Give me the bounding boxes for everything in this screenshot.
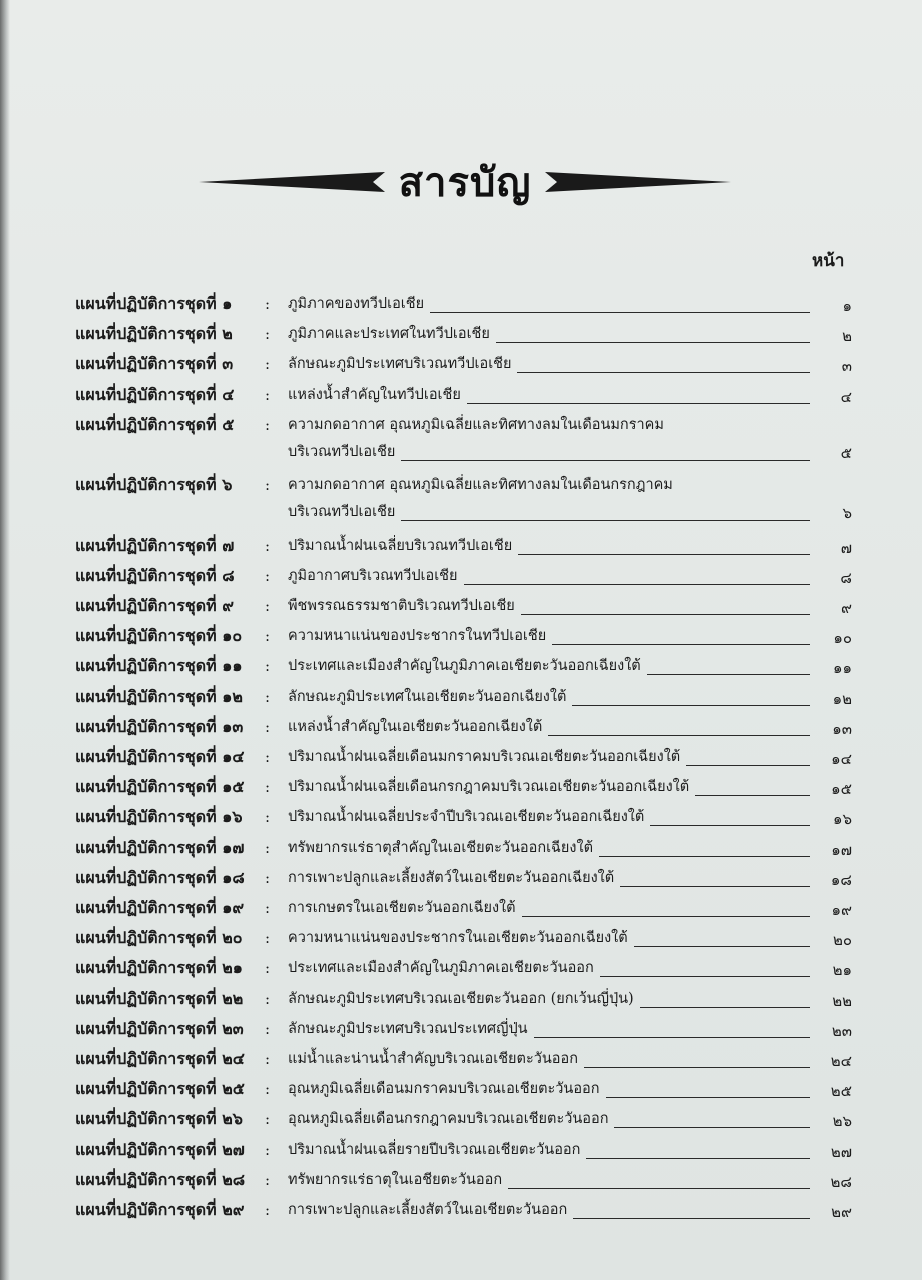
toc-entry (0, 290, 922, 320)
toc-leader-line (534, 1037, 810, 1038)
toc-entry (0, 562, 922, 592)
toc-separator: : (265, 415, 271, 434)
toc-separator: : (265, 355, 271, 374)
toc-entry (0, 834, 922, 864)
toc-topic: ความหนาแน่นของประชากรในทวีปเอเชีย (288, 628, 547, 645)
toc-topic: ลักษณะภูมิประเทศบริเวณเอเชียตะวันออก (ยกเว้นญี่ปุ่น) (288, 990, 634, 1007)
toc-entry (0, 1166, 922, 1196)
toc-page-number: ๘ (840, 568, 852, 587)
toc-set-label: แผนที่ปฏิบัติการชุดที่ ๔ (75, 384, 235, 404)
toc-page-number: ๒๙ (831, 1203, 852, 1221)
toc-topic: แม่น้ำและน่านน้ำสำคัญบริเวณเอเชียตะวันออก (288, 1051, 578, 1067)
toc-page-number: ๑๒ (832, 689, 852, 708)
toc-separator: : (265, 536, 271, 555)
toc-page-number: ๙ (841, 599, 852, 617)
toc-entry (0, 320, 922, 350)
toc-topic: ลักษณะภูมิประเทศในเอเชียตะวันออกเฉียงใต้ (288, 688, 567, 705)
toc-leader-line (634, 946, 810, 947)
toc-topic: ภูมิภาคของทวีปเอเชีย (288, 296, 425, 312)
toc-leader-line (614, 1127, 810, 1128)
toc-topic: แหล่งน้ำสำคัญในเอเชียตะวันออกเฉียงใต้ (288, 718, 543, 735)
toc-entry (0, 1105, 922, 1135)
toc-set-label: แผนที่ปฏิบัติการชุดที่ ๑๒ (75, 686, 243, 706)
toc-page-number: ๒๕ (830, 1082, 852, 1101)
toc-entry (0, 713, 922, 743)
toc-leader-line (464, 584, 811, 585)
toc-page-number: ๒๘ (830, 1172, 852, 1191)
toc-entry (0, 652, 922, 682)
toc-set-label: แผนที่ปฏิบัติการชุดที่ ๑ (75, 294, 233, 313)
toc-separator: : (265, 808, 271, 827)
toc-entry (0, 1045, 922, 1075)
toc-separator: : (265, 295, 271, 313)
toc-page-number: ๒๗ (830, 1142, 852, 1161)
toc-entry (0, 471, 922, 523)
toc-set-label: แผนที่ปฏิบัติการชุดที่ ๑๙ (75, 898, 245, 917)
toc-topic: ทรัพยากรแร่ธาตุในเอชียตะวันออก (288, 1171, 503, 1188)
toc-page-number: ๔ (840, 387, 852, 406)
toc-topic: อุณหภูมิเฉลี่ยเดือนกรกฎาคมบริเวณเอเชียตะวันออก (288, 1111, 609, 1128)
toc-topic: ความหนาแน่นของประชากรในเอเชียตะวันออกเฉียงใต้ (288, 930, 628, 947)
toc-leader-line (521, 614, 810, 615)
toc-topic: ปริมาณน้ำฝนเฉลี่ยเดือนมกราคมบริเวณเอเชียตะวันออกเฉียงใต้ (288, 749, 681, 765)
toc-entry (0, 1136, 922, 1166)
toc-leader-line (599, 856, 810, 857)
toc-set-label: แผนที่ปฏิบัติการชุดที่ ๑๔ (75, 747, 245, 766)
toc-topic: ปริมาณน้ำฝนเฉลี่ยประจำปีบริเวณเอเชียตะวันออกเฉียงใต้ (288, 809, 645, 826)
toc-separator: : (265, 1019, 271, 1038)
toc-topic-continued: บริเวณทวีปเอเชีย (288, 504, 396, 521)
toc-topic: ปริมาณน้ำฝนเฉลี่ยรายปีบริเวณเอเชียตะวันออก (288, 1141, 581, 1158)
toc-topic: ปริมาณน้ำฝนเฉลี่ยบริเวณทวีปเอเชีย (288, 537, 513, 554)
toc-set-label: แผนที่ปฏิบัติการชุดที่ ๑๐ (75, 626, 243, 646)
toc-entry (0, 411, 922, 462)
toc-page-number: ๖ (842, 504, 852, 523)
toc-page-number: ๒๐ (832, 931, 852, 950)
toc-set-label: แผนที่ปฏิบัติการชุดที่ ๒๔ (75, 1049, 245, 1068)
toc-leader-line (650, 825, 810, 826)
toc-leader-line (640, 1007, 810, 1008)
toc-set-label: แผนที่ปฏิบัติการชุดที่ ๒๓ (75, 1018, 244, 1038)
toc-topic: ทรัพยากรแร่ธาตุสำคัญในเอเชียตะวันออกเฉียงใต้ (288, 839, 594, 856)
toc-set-label: แผนที่ปฏิบัติการชุดที่ ๑๗ (75, 837, 245, 857)
toc-page-number: ๑๓ (832, 719, 852, 738)
toc-entry (0, 1015, 922, 1045)
toc-page-number: ๑ (842, 297, 852, 315)
toc-separator: : (265, 717, 271, 736)
toc-page-number: ๒๑ (832, 961, 852, 980)
toc-page-number: ๑๖ (832, 810, 852, 829)
toc-set-label: แผนที่ปฏิบัติการชุดที่ ๒๒ (75, 988, 244, 1008)
toc-set-label: แผนที่ปฏิบัติการชุดที่ ๑๖ (75, 807, 243, 827)
toc-topic: การเพาะปลูกและเลี้ยงสัตว์ในเอเชียตะวันออก (288, 1202, 568, 1218)
toc-page-number: ๑๕ (831, 780, 852, 799)
toc-page-number: ๒ (842, 327, 852, 346)
toc-leader-line (584, 1067, 810, 1068)
toc-set-label: แผนที่ปฏิบัติการชุดที่ ๒๘ (75, 1169, 246, 1189)
toc-separator: : (265, 838, 271, 857)
toc-entry (0, 894, 922, 924)
toc-leader-line (401, 460, 810, 461)
toc-separator: : (265, 1110, 271, 1129)
toc-leader-line (496, 342, 810, 343)
toc-page-number: ๒๔ (830, 1052, 852, 1070)
toc-set-label: แผนที่ปฏิบัติการชุดที่ ๖ (75, 475, 233, 495)
toc-set-label: แผนที่ปฏิบัติการชุดที่ ๒ (75, 324, 233, 344)
toc-set-label: แผนที่ปฏิบัติการชุดที่ ๒๕ (75, 1079, 245, 1099)
toc-set-label: แผนที่ปฏิบัติการชุดที่ ๒๐ (75, 928, 243, 948)
toc-entry (0, 803, 922, 833)
toc-separator: : (265, 1050, 271, 1068)
toc-leader-line (517, 372, 810, 373)
toc-entry (0, 954, 922, 984)
toc-entry (0, 1196, 922, 1226)
toc-set-label: แผนที่ปฏิบัติการชุดที่ ๒๖ (75, 1109, 243, 1129)
toc-topic: ประเทศและเมืองสำคัญในภูมิภาคเอเชียตะวันออก (288, 960, 594, 977)
toc-leader-line (600, 976, 810, 977)
toc-separator: : (265, 1201, 271, 1219)
toc-page-number: ๒๖ (832, 1112, 852, 1131)
toc-topic: ลักษณะภูมิประเทศบริเวณทวีปเอเชีย (288, 356, 512, 373)
toc-set-label: แผนที่ปฏิบัติการชุดที่ ๒๑ (75, 958, 243, 978)
toc-entry (0, 381, 922, 411)
toc-leader-line (401, 520, 810, 521)
toc-entry (0, 773, 922, 803)
toc-leader-line (522, 916, 810, 917)
toc-separator: : (265, 1080, 271, 1099)
toc-separator: : (265, 748, 271, 766)
toc-separator: : (265, 778, 271, 797)
toc-set-label: แผนที่ปฏิบัติการชุดที่ ๗ (75, 535, 235, 555)
toc-set-label: แผนที่ปฏิบัติการชุดที่ ๑๓ (75, 716, 244, 736)
toc-set-label: แผนที่ปฏิบัติการชุดที่ ๙ (75, 596, 234, 615)
page-column-header: หน้า (812, 251, 845, 271)
toc-page-number: ๒๒ (832, 991, 852, 1010)
toc-page-number: ๑๔ (831, 750, 852, 768)
toc-separator: : (265, 868, 271, 887)
toc-entry (0, 924, 922, 954)
toc-entry (0, 683, 922, 713)
toc-entry (0, 743, 922, 773)
toc-leader-line (586, 1158, 810, 1159)
toc-page-number: ๗ (840, 538, 852, 557)
toc-topic: ความกดอากาศ อุณหภูมิเฉลี่ยและทิศทางลมในเดือนมกราคม (288, 416, 664, 433)
toc-set-label: แผนที่ปฏิบัติการชุดที่ ๑๘ (75, 867, 245, 887)
toc-set-label: แผนที่ปฏิบัติการชุดที่ ๑๑ (75, 656, 243, 676)
toc-leader-line (552, 644, 810, 645)
toc-leader-line (647, 674, 810, 675)
toc-separator: : (265, 929, 271, 948)
toc-separator: : (265, 476, 271, 495)
toc-entry (0, 864, 922, 894)
toc-topic: การเพาะปลูกและเลี้ยงสัตว์ในเอเชียตะวันออกเฉียงใต้ (288, 869, 615, 886)
toc-set-label: แผนที่ปฏิบัติการชุดที่ ๓ (75, 354, 234, 374)
toc-topic: ภูมิภาคและประเทศในทวีปเอเชีย (288, 326, 490, 343)
toc-set-label: แผนที่ปฏิบัติการชุดที่ ๑๕ (75, 777, 245, 797)
toc-page-number: ๑๑ (832, 659, 852, 678)
toc-leader-line (573, 1218, 810, 1219)
toc-entry (0, 1075, 922, 1105)
toc-leader-line (430, 312, 810, 313)
toc-separator: : (265, 325, 271, 344)
toc-separator: : (265, 1140, 271, 1159)
toc-set-label: แผนที่ปฏิบัติการชุดที่ ๒๗ (75, 1139, 245, 1159)
toc-set-label: แผนที่ปฏิบัติการชุดที่ ๒๙ (75, 1200, 245, 1219)
toc-separator: : (265, 1170, 271, 1189)
toc-page-number: ๑๗ (831, 840, 852, 859)
toc-separator: : (265, 627, 271, 646)
toc-page-number: ๕ (840, 443, 852, 462)
toc-entry (0, 622, 922, 652)
toc-entry (0, 985, 922, 1015)
toc-separator: : (265, 899, 271, 917)
toc-separator: : (265, 597, 271, 615)
toc-separator: : (265, 959, 271, 978)
toc-leader-line (572, 705, 810, 706)
toc-topic: การเกษตรในเอเชียตะวันออกเฉียงใต้ (288, 900, 516, 916)
toc-topic: ความกดอากาศ อุณหภูมิเฉลี่ยและทิศทางลมในเดือนกรกฎาคม (288, 477, 673, 494)
toc-separator: : (265, 657, 271, 676)
toc-entry (0, 592, 922, 622)
toc-topic: ประเทศและเมืองสำคัญในภูมิภาคเอเชียตะวันออกเฉียงใต้ (288, 658, 641, 675)
toc-leader-line (518, 554, 810, 555)
toc-page-number: ๓ (841, 357, 852, 376)
toc-separator: : (265, 385, 271, 404)
toc-topic: ลักษณะภูมิประเทศบริเวณประเทศญี่ปุ่น (288, 1020, 528, 1037)
toc-topic-continued: บริเวณทวีปเอเชีย (288, 443, 396, 460)
toc-leader-line (686, 765, 810, 766)
toc-leader-line (467, 403, 810, 404)
toc-leader-line (606, 1097, 810, 1098)
toc-entry (0, 532, 922, 562)
toc-topic: ภูมิอากาศบริเวณทวีปเอเชีย (288, 567, 458, 584)
toc-page-number: ๒๓ (831, 1021, 852, 1040)
toc-page-number: ๑๘ (830, 870, 852, 889)
toc-separator: : (265, 989, 271, 1008)
toc-leader-line (548, 735, 810, 736)
toc-leader-line (508, 1188, 810, 1189)
toc-page-number: ๑๙ (831, 901, 852, 919)
toc-set-label: แผนที่ปฏิบัติการชุดที่ ๕ (75, 414, 235, 434)
toc-topic: ปริมาณน้ำฝนเฉลี่ยเดือนกรกฎาคมบริเวณเอเชียตะวันออกเฉียงใต้ (288, 779, 690, 796)
toc-separator: : (265, 687, 271, 706)
toc-set-label: แผนที่ปฏิบัติการชุดที่ ๘ (75, 565, 235, 585)
toc-page-number: ๑๐ (833, 629, 852, 648)
toc-entry (0, 350, 922, 380)
page-title: สารบัญ (398, 160, 532, 206)
toc-topic: แหล่งน้ำสำคัญในทวีปเอเชีย (288, 386, 461, 403)
toc-leader-line (695, 795, 810, 796)
toc-separator: : (265, 566, 271, 585)
toc-leader-line (620, 886, 810, 887)
toc-topic: พืชพรรณธรรมชาติบริเวณทวีปเอเชีย (288, 598, 515, 614)
toc-topic: อุณหภูมิเฉลี่ยเดือนมกราคมบริเวณเอเชียตะวันออก (288, 1081, 600, 1098)
